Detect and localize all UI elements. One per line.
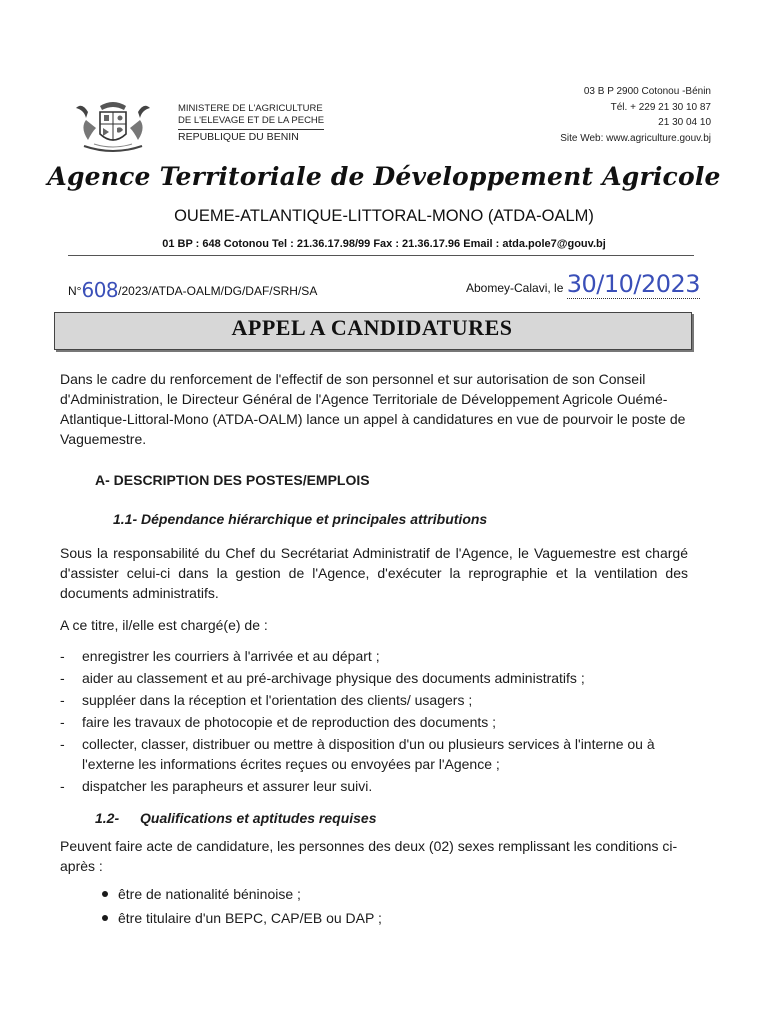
list-item: - suppléer dans la réception et l'orientation des clients/ usagers ;	[60, 692, 473, 708]
list-item: - collecter, classer, distribuer ou mettre à disposition d'un ou plusieurs services à l'interne ou à l'externe les informations écrites reçues ou envoyées par l'Agence ;	[60, 736, 655, 772]
section-1-1-heading: 1.1- Dépendance hiérarchique et principales attributions	[113, 511, 488, 527]
section-1-2-paragraph: Peuvent faire acte de candidature, les personnes des deux (02) sexes remplissant les conditions ci-après :	[60, 838, 678, 874]
list-item: - dispatcher les parapheurs et assurer leur suivi.	[60, 778, 373, 794]
contact-website: Site Web: www.agriculture.gouv.bj	[560, 132, 711, 144]
agency-address: 01 BP : 648 Cotonou Tel : 21.36.17.98/99 Fax : 21.36.17.96 Email : atda.pole7@gouv.bj	[162, 238, 606, 250]
agency-name: Agence Territoriale de Développement Agricole	[47, 162, 721, 191]
place-label: Abomey-Calavi, le	[466, 281, 564, 295]
reference-number	[68, 276, 317, 300]
reference-suffix: /2023/ATDA-OALM/DG/DAF/SRH/SA	[118, 284, 318, 298]
reference-handwritten-number: 608	[81, 278, 119, 302]
contact-postal: 03 B P 2900 Cotonou -Bénin	[583, 86, 711, 97]
requirements-list	[102, 882, 382, 930]
section-1-2-number: 1.2-	[95, 810, 120, 826]
ministry-line-1: MINISTERE DE L'AGRICULTURE	[178, 103, 323, 114]
section-a-heading: A- DESCRIPTION DES POSTES/EMPLOIS	[95, 472, 370, 488]
place-date	[466, 270, 700, 298]
country-name: REPUBLIQUE DU BENIN	[178, 129, 324, 143]
duties-list	[60, 646, 688, 798]
handwritten-date: 30/10/2023	[566, 270, 701, 298]
contact-phone-2: 21 30 04 10	[658, 117, 711, 128]
bullet-icon	[102, 891, 108, 897]
list-item: être de nationalité béninoise ;	[102, 882, 382, 906]
section-1-2-heading	[95, 810, 377, 826]
agency-subtitle: OUEME-ATLANTIQUE-LITTORAL-MONO (ATDA-OALM)	[174, 207, 594, 225]
list-item: être titulaire d'un BEPC, CAP/EB ou DAP ;	[102, 906, 382, 930]
document-title: APPEL A CANDIDATURES	[231, 315, 513, 340]
ministry-block	[178, 103, 324, 143]
list-item: - faire les travaux de photocopie et de reproduction des documents ;	[60, 714, 497, 730]
list-item: - aider au classement et au pré-archivage physique des documents administratifs ;	[60, 670, 585, 686]
section-1-2-title: Qualifications et aptitudes requises	[140, 810, 377, 826]
bullet-icon	[102, 915, 108, 921]
contact-phone-1: Tél. + 229 21 30 10 87	[610, 101, 711, 113]
header-divider	[68, 255, 694, 256]
coat-of-arms-emblem	[74, 98, 152, 156]
contact-block	[470, 84, 711, 146]
ministry-line-2: DE L'ELEVAGE ET DE LA PECHE	[178, 115, 325, 126]
intro-paragraph: Dans le cadre du renforcement de l'effectif de son personnel et sur autorisation de son Conseil d'Administration, le Directeur Général de l'Agence Territoriale de Développement Agricole Ouémé-Atlantique-Littoral-Mono (ATDA-OALM) lance un appel à candidatures en vue de pourvoir le poste de Vaguemestre.	[60, 371, 686, 447]
duties-intro: A ce titre, il/elle est chargé(e) de :	[60, 617, 268, 633]
section-1-1-paragraph: Sous la responsabilité du Chef du Secrétariat Administratif de l'Agence, le Vaguemestre est chargé d'assister celui-ci dans la gestion de l'Agence, d'exécuter la reprographie et la ventilation des documents administratifs.	[60, 545, 688, 601]
list-item: - enregistrer les courriers à l'arrivée et au départ ;	[60, 648, 380, 664]
reference-prefix: N°	[68, 284, 82, 298]
